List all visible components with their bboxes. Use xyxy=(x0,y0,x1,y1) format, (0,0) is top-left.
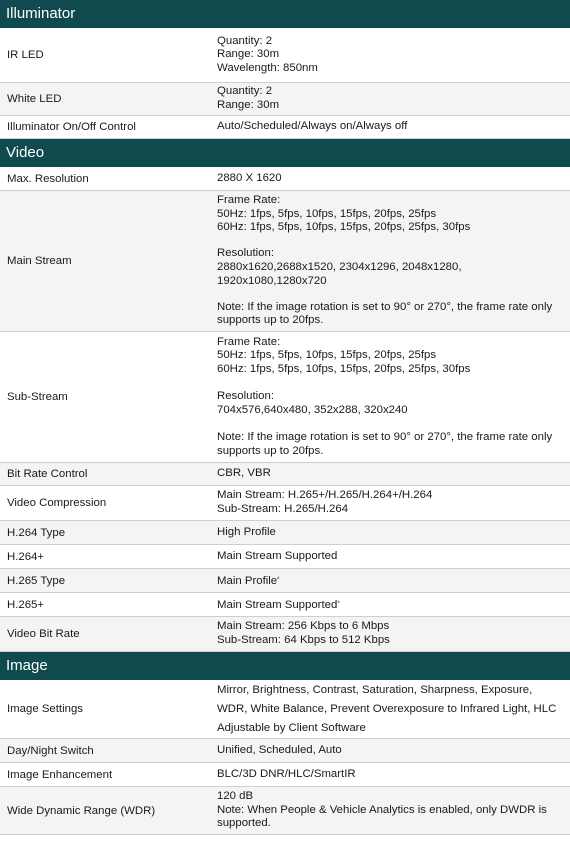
spec-label: H.265+ xyxy=(7,598,45,611)
spec-value-line xyxy=(217,817,564,831)
spec-label: Bit Rate Control xyxy=(7,468,88,480)
spec-value-text: BLC/3D DNR/HLC/SmartIR xyxy=(217,767,356,780)
spec-row xyxy=(0,83,570,116)
spec-value-line xyxy=(217,445,564,459)
spec-label: Sub-Stream xyxy=(7,391,68,403)
spec-label: H.264 Type xyxy=(7,526,66,539)
spec-row xyxy=(0,332,570,463)
footnote-marker: ᴬ xyxy=(337,599,340,606)
spec-label: Video Bit Rate xyxy=(7,628,80,640)
spec-row xyxy=(0,680,570,739)
spec-row xyxy=(0,569,570,593)
spec-row xyxy=(0,116,570,139)
spec-row xyxy=(0,521,570,545)
spec-value-text: Mirror, Brightness, Contrast, Saturation, Sharpness, Exposure, xyxy=(217,683,533,696)
spec-value-text: WDR, White Balance, Prevent Overexposure to Infrared Light, HLC xyxy=(217,702,557,715)
spec-value-line xyxy=(217,768,564,782)
spec-value-text: Quantity: 2 xyxy=(217,34,273,47)
spec-value xyxy=(210,787,570,834)
spec-value-line xyxy=(217,363,564,377)
spec-label: Wide Dynamic Range (WDR) xyxy=(7,804,156,817)
spec-value-line xyxy=(217,790,564,804)
spec-label: Video Compression xyxy=(7,497,107,509)
spec-row xyxy=(0,167,570,191)
spec-value-line xyxy=(217,804,564,818)
spec-value-text: Auto/Scheduled/Always on/Always off xyxy=(217,120,408,133)
spec-label: H.265 Type xyxy=(7,574,66,587)
spec-value-line xyxy=(217,467,564,481)
spec-value-text: Resolution: xyxy=(217,390,274,403)
spec-value-line xyxy=(217,349,564,363)
spec-value-text: Main Stream: H.265+/H.265/H.264+/H.264 xyxy=(217,489,433,502)
spec-row xyxy=(0,191,570,332)
spec-value-line xyxy=(217,719,564,738)
spec-label: Image Enhancement xyxy=(7,768,113,781)
spec-label: IR LED xyxy=(7,49,44,61)
spec-value-line xyxy=(217,275,564,289)
spec-value-text: Note: If the image rotation is set to 90° or 270°, the frame rate only xyxy=(217,300,553,313)
spec-value-line xyxy=(217,35,564,49)
spec-row xyxy=(0,545,570,569)
section-header-video: Video xyxy=(0,139,570,167)
spec-value-text: Frame Rate: xyxy=(217,194,281,206)
spec-value xyxy=(210,545,570,568)
spec-value-line xyxy=(217,172,564,186)
spec-value xyxy=(210,521,570,544)
spec-label: Main Stream xyxy=(7,255,72,267)
spec-value-line xyxy=(217,573,564,589)
section-header-illuminator: Illuminator xyxy=(0,0,570,28)
spec-value-line xyxy=(217,314,564,328)
spec-value-text: Range: 30m xyxy=(217,48,280,61)
spec-table-illuminator xyxy=(0,28,570,139)
spec-row xyxy=(0,739,570,763)
spec-value-text: Sub-Stream: H.265/H.264 xyxy=(217,503,349,515)
spec-value-text: Sub-Stream: 64 Kbps to 512 Kbps xyxy=(217,634,390,646)
spec-value-text: Note: When People & Vehicle Analytics is enabled, only DWDR is xyxy=(217,803,547,816)
spec-label: H.264+ xyxy=(7,550,45,563)
spec-value-line xyxy=(217,336,564,350)
spec-value-line xyxy=(217,597,564,613)
spec-row xyxy=(0,787,570,835)
spec-label: Illuminator On/Off Control xyxy=(7,121,136,133)
spec-value-line xyxy=(217,526,564,540)
spec-row xyxy=(0,463,570,486)
spec-value-line xyxy=(217,85,564,99)
spec-value-text: Quantity: 2 xyxy=(217,85,273,98)
spacer xyxy=(217,417,564,431)
spec-value-line xyxy=(217,431,564,445)
spec-value-text: 60Hz: 1fps, 5fps, 10fps, 15fps, 20fps, 25fps, 30fps xyxy=(217,221,471,234)
spec-value-line xyxy=(217,390,564,404)
spec-value-line xyxy=(217,247,564,261)
spec-value-text: CBR, VBR xyxy=(217,467,271,480)
spec-value-text: Resolution: xyxy=(217,247,274,260)
spec-value-line xyxy=(217,404,564,418)
spec-value-line xyxy=(217,208,564,222)
spacer xyxy=(217,377,564,391)
spec-value-text: Note: If the image rotation is set to 90° or 270°, the frame rate only xyxy=(217,430,553,443)
spec-value-text: supported. xyxy=(217,817,271,830)
spec-table-video xyxy=(0,167,570,652)
spec-value-line xyxy=(217,120,564,134)
spec-label: Day/Night Switch xyxy=(7,744,94,757)
spacer xyxy=(217,288,564,301)
spec-value-text: Frame Rate: xyxy=(217,335,281,348)
footnote-marker: ᴬ xyxy=(277,575,280,582)
spec-value xyxy=(210,593,570,616)
spec-value-text: supports up to 20fps. xyxy=(217,444,324,457)
spec-value-text: 1920x1080,1280x720 xyxy=(217,274,327,287)
spec-value-line xyxy=(217,62,564,76)
spec-value xyxy=(210,116,570,138)
spec-value xyxy=(210,763,570,786)
spec-value xyxy=(210,83,570,115)
spec-value-line xyxy=(217,700,564,719)
spec-table-image xyxy=(0,680,570,835)
spec-value-line xyxy=(217,744,564,758)
spec-row xyxy=(0,28,570,83)
spec-row xyxy=(0,763,570,787)
spec-value-line xyxy=(217,634,564,648)
spec-value-text: Unified, Scheduled, Auto xyxy=(217,743,342,756)
spec-value xyxy=(210,167,570,190)
spec-value xyxy=(210,680,570,738)
spec-value-text: 704x576,640x480, 352x288, 320x240 xyxy=(217,403,408,416)
spec-value-line xyxy=(217,620,564,634)
spec-value xyxy=(210,739,570,762)
spec-value-line xyxy=(217,261,564,275)
spec-value-line xyxy=(217,301,564,315)
spec-value-text: 60Hz: 1fps, 5fps, 10fps, 15fps, 20fps, 25fps, 30fps xyxy=(217,363,471,376)
spec-value-text: Range: 30m xyxy=(217,99,280,111)
spec-label: White LED xyxy=(7,93,62,105)
spec-value xyxy=(210,569,570,592)
spec-value xyxy=(210,191,570,331)
spacer xyxy=(217,235,564,248)
spec-row xyxy=(0,617,570,652)
spec-value-text: Wavelength: 850nm xyxy=(217,61,318,74)
spec-value xyxy=(210,486,570,520)
spec-value-line xyxy=(217,48,564,62)
spec-label: Image Settings xyxy=(7,703,83,715)
spec-row xyxy=(0,486,570,521)
spec-value-text: supports up to 20fps. xyxy=(217,314,324,327)
spec-value-line xyxy=(217,221,564,235)
spec-value xyxy=(210,617,570,651)
spec-value-line xyxy=(217,503,564,517)
spec-value-text: 50Hz: 1fps, 5fps, 10fps, 15fps, 20fps, 25fps xyxy=(217,349,437,362)
spec-value-text: High Profile xyxy=(217,525,276,538)
spec-value xyxy=(210,463,570,485)
spec-value-line xyxy=(217,489,564,503)
spec-value-text: Adjustable by Client Software xyxy=(217,721,366,734)
spec-value-text: 120 dB xyxy=(217,790,254,803)
spec-value-line xyxy=(217,194,564,208)
spec-value-line xyxy=(217,681,564,700)
spec-value-text: Main Profile xyxy=(217,574,278,587)
spec-value-text: 2880x1620,2688x1520, 2304x1296, 2048x1280, xyxy=(217,261,462,273)
spec-value-line xyxy=(217,550,564,564)
spec-value-text: Main Stream: 256 Kbps to 6 Mbps xyxy=(217,620,390,633)
spec-value xyxy=(210,28,570,82)
spec-value-text: 50Hz: 1fps, 5fps, 10fps, 15fps, 20fps, 25fps xyxy=(217,207,437,220)
spec-value-text: Main Stream Supported xyxy=(217,598,338,611)
spec-value-line xyxy=(217,99,564,113)
spec-value-text: Main Stream Supported xyxy=(217,549,338,562)
spec-value-text: 2880 X 1620 xyxy=(217,171,282,184)
spec-row xyxy=(0,593,570,617)
spec-label: Max. Resolution xyxy=(7,172,89,185)
section-header-image: Image xyxy=(0,652,570,680)
spec-value xyxy=(210,332,570,462)
